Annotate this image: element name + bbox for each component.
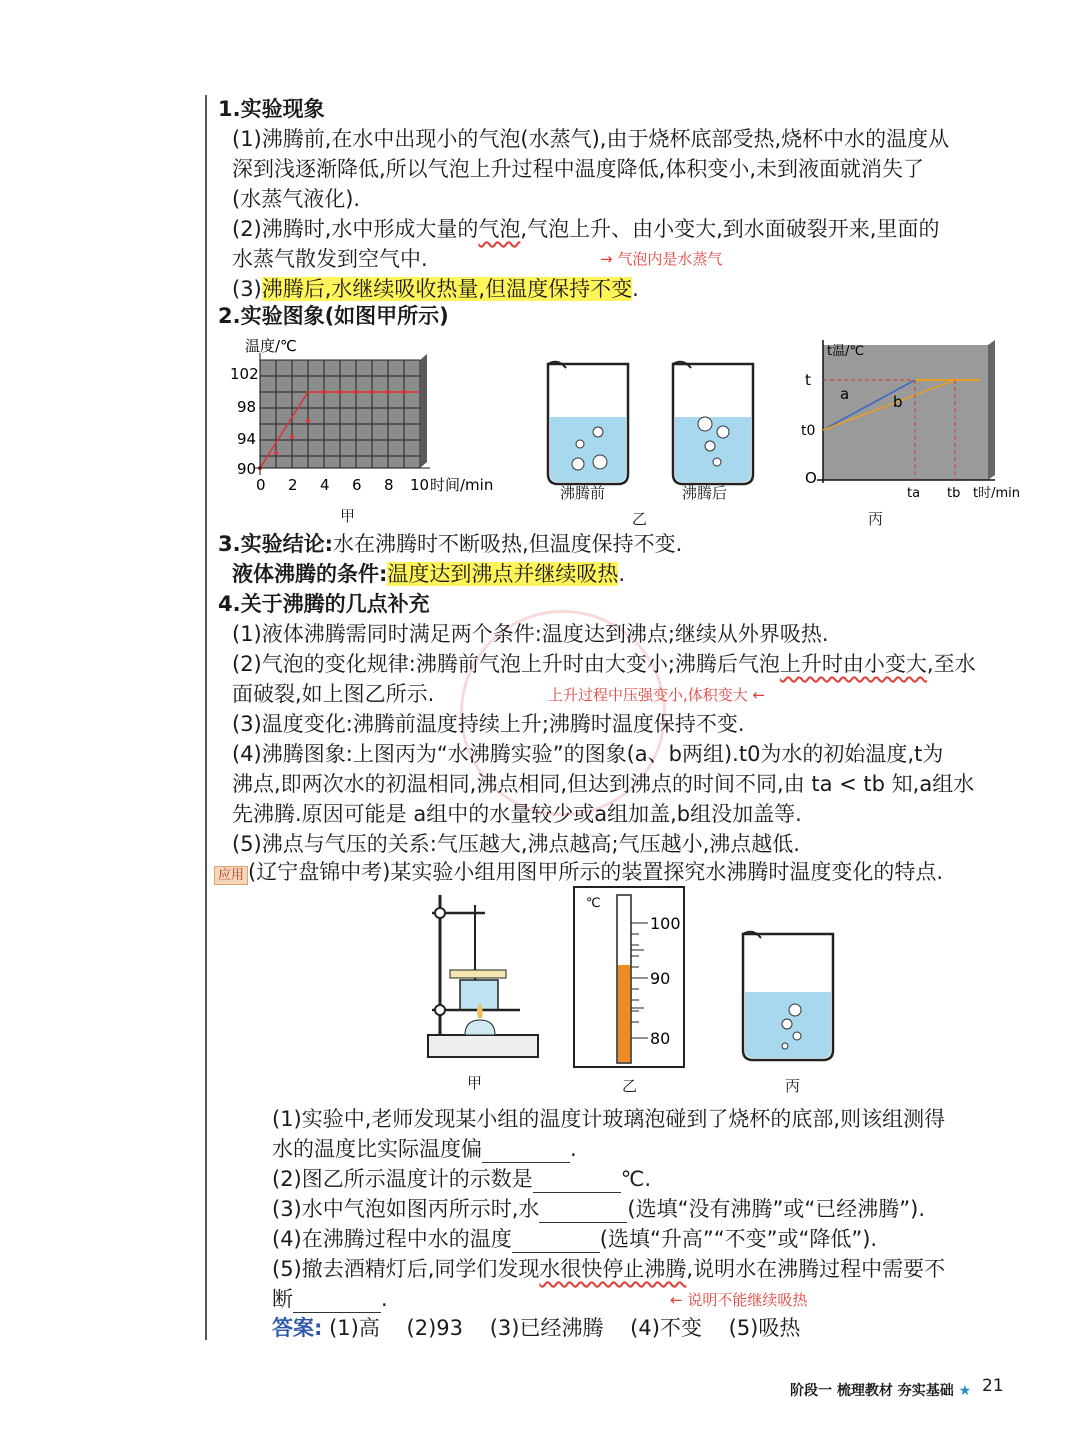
fig1-ytick: 90 (237, 460, 257, 478)
fig2-label-after: 沸腾后 (682, 484, 728, 502)
answer-blank[interactable] (539, 1202, 627, 1223)
page-number: 21 (982, 1376, 1004, 1396)
s4-p2b: 面破裂,如上图乙所示. (232, 682, 435, 706)
fig4-caption-jia: 甲 (467, 1074, 483, 1092)
s3-condition: 液体沸腾的条件:温度达到沸点并继续吸热. (232, 562, 626, 586)
answer-line: 答案: (1)高 (2)93 (3)已经沸腾 (4)不变 (5)吸热 (272, 1316, 801, 1340)
svg-text:t: t (805, 371, 811, 389)
svg-text:t时/min: t时/min (973, 486, 1020, 501)
s1-p2a: (2)沸腾时,水中形成大量的气泡,气泡上升、由小变大,到水面破裂开来,里面的 (232, 217, 940, 241)
beaker-before-icon (548, 362, 628, 484)
s1-p2b: 水蒸气散发到空气中. (232, 247, 428, 271)
answer-label: 答案: (272, 1316, 323, 1340)
svg-text:t温/℃: t温/℃ (827, 344, 865, 359)
s3-line: 3.实验结论:水在沸腾时不断吸热,但温度保持不变. (218, 532, 683, 556)
star-icon: ★ (958, 1383, 972, 1399)
fig1-caption: 甲 (340, 507, 356, 525)
s4-p5: (5)沸点与气压的关系:气压越大,沸点越高;气压越小,沸点越低. (232, 832, 800, 856)
s4-p4a: (4)沸腾图象:上图丙为“水沸腾实验”的图象(a、b两组).t0为水的初始温度,t为 (232, 742, 944, 766)
fig1-graph (225, 335, 515, 525)
svg-text:tb: tb (947, 486, 961, 501)
beaker-after-icon (673, 362, 753, 484)
svg-text:100: 100 (650, 914, 681, 933)
footer-text: 阶段一 梳理教材 夯实基础 ★ (790, 1383, 972, 1399)
fig1-xtick: 6 (352, 476, 362, 494)
margin-line (205, 95, 207, 1340)
s4-p4b: 沸点,即两次水的初温相同,沸点相同,但达到沸点的时间不同,由 ta < tb 知,a组水 (232, 772, 975, 796)
svg-text:a: a (840, 385, 850, 403)
s4-p1: (1)液体沸腾需同时满足两个条件:温度达到沸点;继续从外界吸热. (232, 622, 829, 646)
apparatus-icon (420, 885, 550, 1070)
s4-heading: 4.关于沸腾的几点补充 (218, 592, 430, 616)
fig1-ytick: 102 (230, 365, 259, 383)
fig1-xtick: 4 (320, 476, 330, 494)
fig1-xtick: 2 (288, 476, 298, 494)
answer-blank[interactable] (533, 1172, 621, 1193)
q5: (5)撤去酒精灯后,同学们发现水很快停止沸腾,说明水在沸腾过程中需要不 (272, 1257, 946, 1281)
s4-p4c: 先沸腾.原因可能是 a组中的水量较少或a组加盖,b组没加盖等. (232, 802, 802, 826)
fig1-ylabel: 温度/℃ (245, 337, 297, 355)
note-heat: ← 说明不能继续吸热 (670, 1291, 808, 1309)
s1-p1b: 深到浅逐渐降低,所以气泡上升过程中温度降低,体积变小,未到液面就消失了 (232, 157, 925, 181)
note-pressure: 上升过程中压强变小,体积变大 ← (548, 686, 766, 704)
s1-heading: 1.实验现象 (218, 97, 325, 121)
q2: (2)图乙所示温度计的示数是 ℃. (272, 1167, 652, 1191)
svg-text:t0: t0 (801, 423, 816, 439)
s1-p1c: (水蒸气液化). (232, 187, 361, 211)
q1a: (1)实验中,老师发现某小组的温度计玻璃泡碰到了烧杯的底部,则该组测得 (272, 1107, 946, 1131)
fig2-label-before: 沸腾前 (560, 484, 606, 502)
answer-blank[interactable] (293, 1292, 381, 1313)
answer-blank[interactable] (482, 1142, 570, 1163)
s4-p3: (3)温度变化:沸腾前温度持续上升;沸腾时温度保持不变. (232, 712, 745, 736)
fig2-beakers (540, 352, 780, 502)
fig4-caption-bing: 丙 (785, 1077, 801, 1095)
q3: (3)水中气泡如图丙所示时,水 (选填“没有沸腾”或“已经沸腾”). (272, 1197, 925, 1221)
fig2-caption: 乙 (632, 510, 648, 528)
s1-p1a: (1)沸腾前,在水中出现小的气泡(水蒸气),由于烧杯底部受热,烧杯中水的温度从 (232, 127, 950, 151)
fig1-ytick: 94 (237, 430, 257, 448)
fig3-caption: 丙 (868, 510, 884, 528)
app-tag: 应用 (214, 866, 248, 885)
svg-text:b: b (893, 393, 903, 411)
s2-heading: 2.实验图象(如图甲所示) (218, 304, 449, 328)
app-line: 应用 (辽宁盘锦中考)某实验小组用图甲所示的装置探究水沸腾时温度变化的特点. (214, 858, 943, 890)
fig1-xlabel: 时间/min (430, 476, 494, 494)
svg-text:O: O (805, 469, 817, 487)
fig1-xtick: 0 (256, 476, 266, 494)
s4-p2a: (2)气泡的变化规律:沸腾前气泡上升时由大变小;沸腾后气泡上升时由小变大,至水 (232, 652, 976, 676)
q5b: 断 . (272, 1287, 388, 1311)
svg-text:ta: ta (907, 486, 921, 501)
beaker-bubbles-icon (735, 922, 845, 1070)
svg-text:80: 80 (650, 1029, 671, 1048)
q4: (4)在沸腾过程中水的温度 (选填“升高”“不变”或“降低”). (272, 1227, 878, 1251)
note-bubble-steam: → 气泡内是水蒸气 (600, 250, 723, 268)
svg-text:℃: ℃ (586, 896, 601, 911)
svg-text:90: 90 (650, 969, 671, 988)
fig1-xtick: 8 (384, 476, 394, 494)
s1-p3: (3)沸腾后,水继续吸收热量,但温度保持不变. (232, 277, 639, 301)
q1b: 水的温度比实际温度偏 . (272, 1137, 577, 1161)
fig3-graph (795, 335, 1020, 505)
fig1-xtick: 10 (410, 476, 430, 494)
fig1-ytick: 98 (237, 398, 257, 416)
thermometer-icon (572, 885, 687, 1070)
fig4-caption-yi: 乙 (622, 1077, 638, 1095)
answer-blank[interactable] (512, 1232, 600, 1253)
